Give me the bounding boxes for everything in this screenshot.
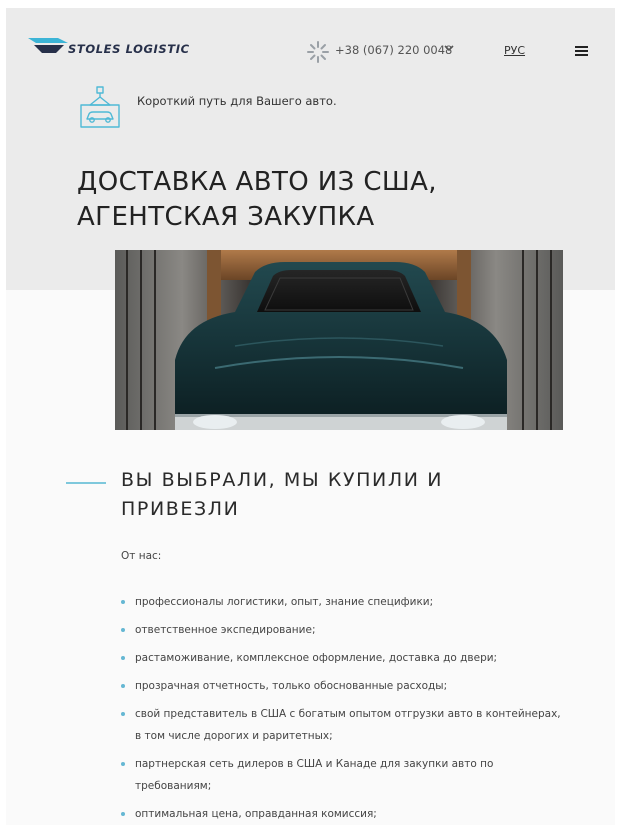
chevron-down-icon (443, 42, 455, 54)
section-accent-line (66, 482, 106, 484)
section-intro: От нас: (121, 550, 162, 562)
list-item: свой представитель в США с богатым опытом отгрузки авто в контейнерах, в том числе дорогих и раритетных; (121, 703, 561, 747)
hero-tagline: Короткий путь для Вашего авто. (137, 94, 337, 108)
features-list (121, 591, 561, 831)
menu-bar (575, 54, 588, 56)
phone-number: +38 (067) 220 0048 (335, 43, 453, 57)
site-header (0, 0, 620, 90)
car-crane-icon (78, 86, 122, 130)
language-switch[interactable]: РУС (504, 44, 526, 57)
menu-bar (575, 46, 588, 48)
list-item: прозрачная отчетность, только обоснованные расходы; (121, 675, 561, 697)
logo-text: STOLES LOGISTIC (68, 42, 190, 56)
hero-car-photo (115, 250, 563, 430)
phone-burst-icon (306, 40, 330, 64)
menu-bar (575, 50, 588, 52)
list-item: партнерская сеть дилеров в США и Канаде для закупки авто по требованиям; (121, 753, 561, 797)
list-item: ответственное экспедирование; (121, 619, 561, 641)
hamburger-menu-icon[interactable] (575, 46, 588, 57)
section-title: ВЫ ВЫБРАЛИ, МЫ КУПИЛИ И ПРИВЕЗЛИ (121, 469, 444, 520)
logo-link[interactable] (28, 34, 208, 58)
page-title: ДОСТАВКА АВТО ИЗ США, АГЕНТСКАЯ ЗАКУПКА (77, 167, 437, 232)
logo-arrow-icon (28, 34, 70, 58)
list-item: профессионалы логистики, опыт, знание специфики; (121, 591, 561, 613)
list-item: растаможивание, комплексное оформление, доставка до двери; (121, 647, 561, 669)
list-item: оптимальная цена, оправданная комиссия; (121, 803, 561, 825)
